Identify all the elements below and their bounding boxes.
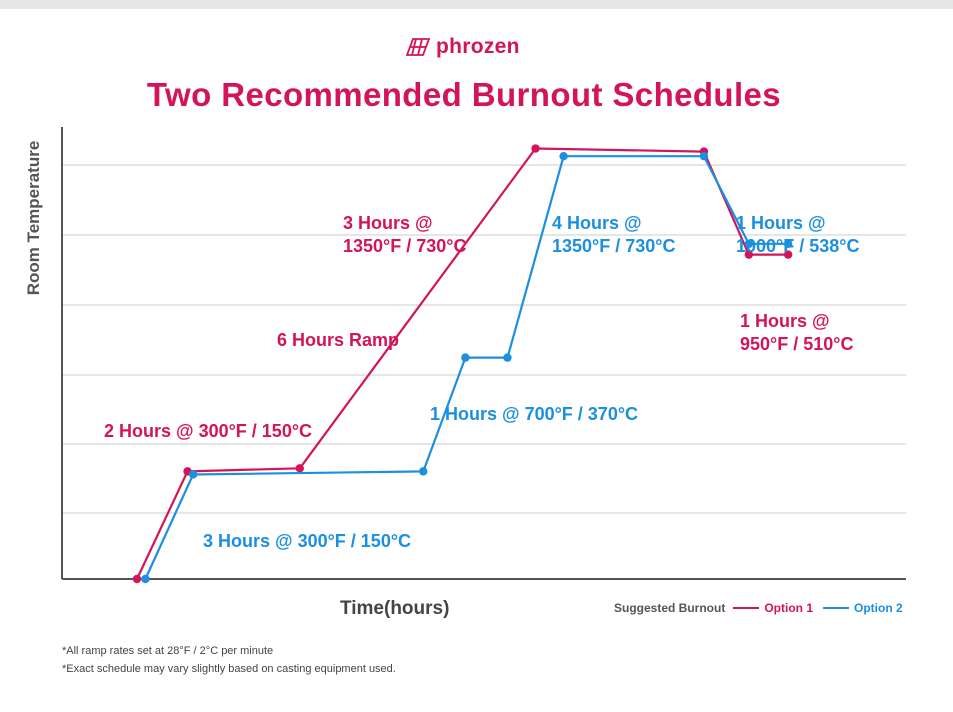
annotation-5: [203, 531, 411, 551]
legend-swatch-option-2: [823, 607, 849, 609]
legend-title: Suggested Burnout: [614, 601, 726, 615]
annotation-1: [104, 421, 312, 441]
footnotes: [62, 642, 396, 678]
data-point-option-2-7: [700, 152, 708, 160]
data-point-option-2-1: [141, 575, 149, 583]
legend-item-option-2: [823, 601, 903, 615]
data-point-option-2-6: [559, 152, 567, 160]
annotation-7-line-1: 4 Hours @: [552, 213, 642, 233]
data-point-option-1-1: [133, 575, 141, 583]
x-axis-label: Time(hours): [340, 598, 450, 619]
annotation-8-line-1: 1 Hours @: [736, 213, 826, 233]
legend: [614, 601, 913, 615]
annotation-4: [740, 311, 853, 354]
data-point-option-2-4: [461, 353, 469, 361]
annotation-3-line-2: 1350°F / 730°C: [343, 236, 467, 256]
footnote-1: *All ramp rates set at 28°F / 2°C per minute: [62, 645, 274, 657]
annotation-2-line-1: 6 Hours Ramp: [277, 330, 400, 350]
data-point-option-2-5: [503, 353, 511, 361]
legend-label-option-2: Option 2: [854, 601, 903, 615]
brand-name: phrozen: [436, 35, 520, 58]
annotation-4-line-2: 950°F / 510°C: [740, 334, 854, 354]
legend-swatch-option-1: [733, 607, 759, 609]
y-axis-label: Room Temperature: [24, 140, 43, 296]
legend-item-option-1: [733, 601, 813, 615]
data-point-option-1-4: [531, 144, 539, 152]
annotation-7-line-2: 1350°F / 730°C: [552, 236, 676, 256]
annotation-1-line-1: 2 Hours @ 300°F / 150°C: [104, 421, 313, 441]
data-point-option-2-2: [189, 470, 197, 478]
annotation-3-line-1: 3 Hours @: [343, 213, 433, 233]
annotation-6: [430, 404, 638, 424]
footnote-2: *Exact schedule may vary slightly based on casting equipment used.: [62, 663, 396, 675]
annotation-8-line-2: 1000°F / 538°C: [736, 236, 860, 256]
annotation-4-line-1: 1 Hours @: [740, 311, 830, 331]
chart-title: Two Recommended Burnout Schedules: [146, 76, 782, 113]
legend-label-option-1: Option 1: [764, 601, 813, 615]
annotation-2: [277, 330, 399, 350]
data-point-option-2-3: [419, 467, 427, 475]
annotation-5-line-1: 3 Hours @ 300°F / 150°C: [203, 531, 412, 551]
annotation-6-line-1: 1 Hours @ 700°F / 370°C: [430, 404, 639, 424]
series-line-option-2: [145, 156, 788, 579]
data-point-option-1-3: [296, 464, 304, 472]
